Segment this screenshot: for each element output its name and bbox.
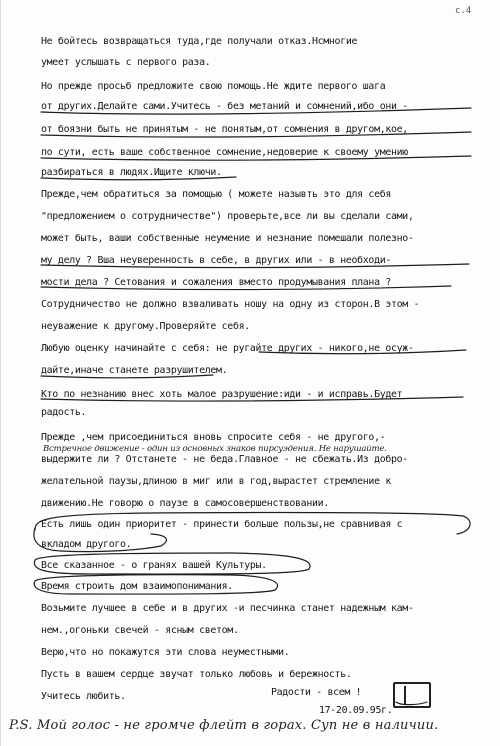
text-line: умеет услышать с первого раза. [41, 57, 211, 68]
text-line: Есть лишь один приоритет - принести больше пользы,не сравнивая с [41, 519, 403, 530]
text-line: Не бойтесь возвращаться туда,где получали отказ.Нсмногие [41, 36, 358, 47]
text-line: дайте,иначе станете разрушителем. [41, 365, 228, 376]
handwritten-annotation: Встречное движение - один из основных знаков пирсуэдения. Не нарушайте. [43, 444, 387, 454]
underline-mark [41, 286, 451, 290]
text-line: Учитесь любить. [41, 691, 126, 702]
underline-mark [41, 264, 469, 268]
text-line: Кто по незнанию внес хоть малое разрушение:иди - и исправь.Будет [41, 389, 403, 400]
text-line: Любую оценку начинайте с себя: не ругайте других - никого,не осуж- [41, 343, 414, 354]
text-line: Сотрудничество не должно взваливать ношу на одну из сторон.В этом - [41, 299, 420, 310]
text-line: мости дела ? Сетования и сожаления вместо продумывания плана ? [41, 277, 392, 288]
circle-mark [34, 575, 277, 594]
text-line: радость. [41, 407, 87, 418]
text-line: желательной паузы,длиною в миг или в год,вырастет стремление к [41, 476, 392, 487]
text-line: нем.,огоньки свечей - ясным светом. [41, 625, 239, 636]
underline-mark [41, 375, 213, 378]
underline-mark [41, 156, 471, 160]
text-line: от других.Делайте сами.Учитесь - без метаний и сомнений,ибо они - [41, 101, 408, 112]
text-line: движению.Не говорю о паузе в самосовершенствовании. [41, 498, 329, 509]
text-line: Верю,что но покажутся эти слова неуместными. [41, 647, 290, 658]
text-line: му делу ? Вша неуверенность в себе, в других или - в необходи- [41, 255, 392, 266]
text-line: Прежде,чем обратиться за помощью ( можете назывть это для себя [41, 189, 392, 200]
circle-mark [34, 528, 167, 552]
circle-mark [34, 553, 310, 574]
handwritten-postscript: P.S. Мой голос - не громче флейт в горах. Суп не в наличии. [9, 718, 439, 733]
text-line: Но прежде просьб предложите свою помощь.Не ждите первого шага [41, 81, 386, 92]
page-number: c.4 [455, 6, 472, 16]
closing-greeting: Радости - всем ! [271, 687, 362, 698]
text-line: может быть, ваши собственные неумение и незнание помешали полезно- [41, 233, 414, 244]
underline-mark [41, 397, 463, 401]
underline-mark [396, 702, 427, 705]
text-line: Пусть в вашем сердце звучат только любовь и бережность. [41, 669, 352, 680]
pen-markings [1, 0, 500, 746]
text-line: выдержите ли ? Отстанете - не беда.Главное - не сбежать.Из добро- [41, 454, 408, 465]
underline-mark [41, 132, 471, 137]
underline-mark [41, 108, 471, 114]
text-line: неуважение к другому.Проверяйте себя. [41, 321, 250, 332]
underline-mark [41, 177, 236, 180]
text-line: Время строить дом взаимопонимания. [41, 581, 233, 592]
text-line: по сути, есть ваше собственное сомнение,недоверие к своему умению [41, 147, 408, 158]
text-line: от боязни быть не принятым - не понятым,от сомнения в другом,кое, [41, 124, 408, 135]
text-line: Все сказанное - о гранях вашей Культуры. [41, 560, 267, 571]
circle-mark [35, 512, 470, 534]
text-line: Возьмите лучшее в себе и в других -и песчинка станет надежным кам- [41, 603, 414, 614]
date-line: 17-20.09.95г. [319, 705, 393, 716]
underline-mark [259, 350, 466, 354]
text-line: "предложением о сотрудничестве") проверьте,все ли вы сделали сами, [41, 211, 414, 222]
text-line: разбираться в людях.Ищите ключи. [41, 167, 222, 178]
text-line: вкладом другого. [41, 539, 132, 550]
text-line: Прежде ,чем присоединиться вновь спросите себя - не другого,- [41, 432, 386, 443]
